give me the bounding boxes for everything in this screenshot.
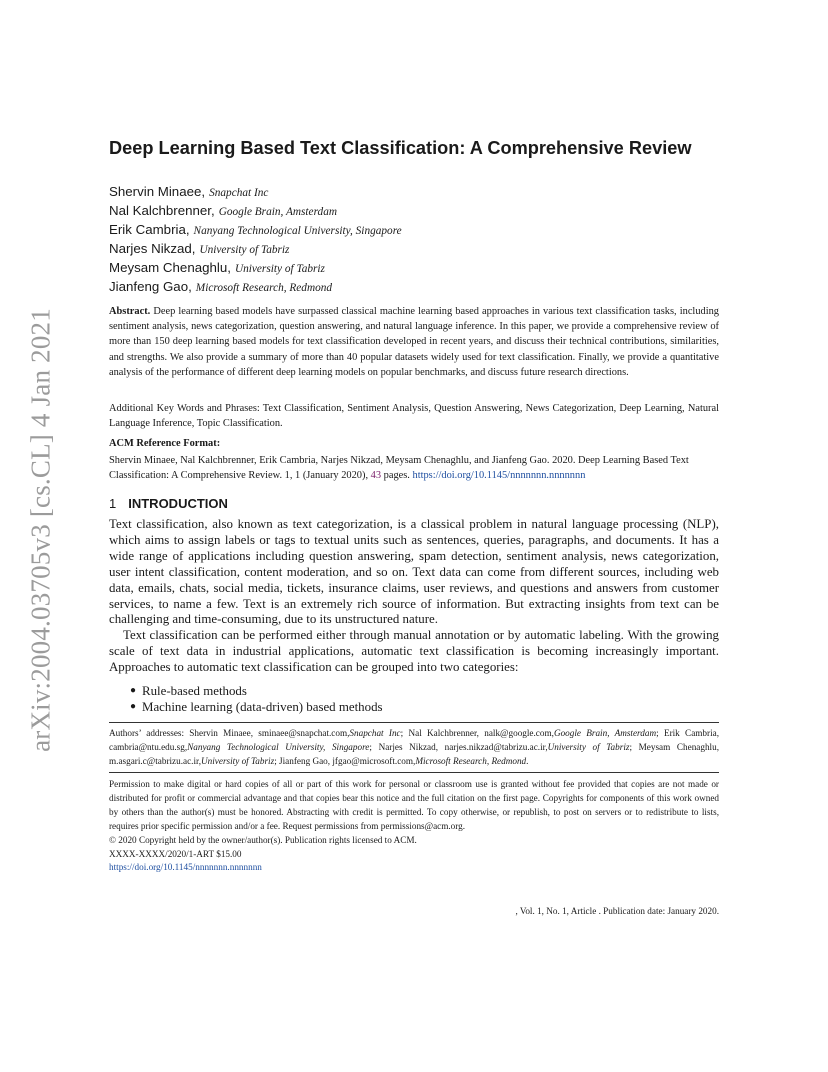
author-affiliation: Snapchat Inc xyxy=(209,187,269,199)
author-line xyxy=(109,258,402,277)
list-item xyxy=(131,699,383,715)
page-count-link[interactable]: 43 xyxy=(370,470,382,482)
author-name: Narjes Nikzad, xyxy=(109,241,196,256)
author-line xyxy=(109,182,402,201)
copyright-line: © 2020 Copyright held by the owner/author(s). Publication rights licensed to ACM. xyxy=(109,834,417,845)
address-affiliation: Snapchat Inc xyxy=(349,728,401,738)
author-name: Jianfeng Gao, xyxy=(109,279,192,294)
author-name: Meysam Chenaghlu, xyxy=(109,260,231,275)
address-affiliation: Nanyang Technological University, Singapore xyxy=(187,742,370,752)
acm-reference xyxy=(109,453,719,483)
address-text: ; Jianfeng Gao, jfgao@microsoft.com, xyxy=(274,756,416,766)
introduction-body xyxy=(109,517,719,676)
page-footer: , Vol. 1, No. 1, Article . Publication date: January 2020. xyxy=(515,906,719,916)
author-line xyxy=(109,277,402,296)
acm-pages-suffix: pages. xyxy=(381,470,413,482)
author-line xyxy=(109,239,402,258)
address-text: . xyxy=(526,756,529,766)
permission-doi-link[interactable]: https://doi.org/10.1145/nnnnnnn.nnnnnnn xyxy=(109,862,262,873)
intro-paragraph-2: Text classification can be performed either through manual annotation or by automatic labeling. With the growing scale of text data in industrial applications, automatic text classification is becoming increasingly important. Approaches to automatic text classification can be grouped into two categories: xyxy=(109,628,719,675)
section-number: 1 xyxy=(109,496,117,511)
author-name: Nal Kalchbrenner, xyxy=(109,203,215,218)
author-affiliation: Nanyang Technological University, Singapore xyxy=(193,225,402,237)
address-text: Authors’ addresses: Shervin Minaee, sminaee@snapchat.com, xyxy=(109,728,350,738)
paper-title: Deep Learning Based Text Classification: A Comprehensive Review xyxy=(109,138,692,158)
intro-paragraph-1: Text classification, also known as text categorization, is a classical problem in natural language processing (NLP), which aims to assign labels or tags to textual units such as sentences, queries, paragraphs, and documents. It has a wide range of applications including question answering, spam detection, sentiment analysis, news categorization, user intent classification, content moderation, and so on. Text data can come from different sources, including web data, emails, chats, social media, tickets, insurance claims, user reviews, and questions and answers from customer services, to name a few. Text is an extremely rich source of information. But extracting insights from text can be challenging and time-consuming, due to its unstructured nature. xyxy=(109,517,719,627)
author-affiliation: Microsoft Research, Redmond xyxy=(195,282,333,294)
author-affiliation: Google Brain, Amsterdam xyxy=(218,206,338,218)
section-title: INTRODUCTION xyxy=(128,496,228,511)
author-line xyxy=(109,201,402,220)
abstract-label: Abstract. xyxy=(109,306,151,317)
address-text: ; Nal Kalchbrenner, nalk@google.com, xyxy=(400,728,554,738)
list-item-text: Rule-based methods xyxy=(142,684,247,698)
abstract xyxy=(109,304,719,380)
address-text: ; Erik Cambria, cambria@ntu.edu.sg, xyxy=(109,728,719,752)
acm-reference-heading: ACM Reference Format: xyxy=(109,438,221,449)
keywords: Additional Key Words and Phrases: Text Classification, Sentiment Analysis, Question Answering, News Categorization, Deep Learning, Natural Language Inference, Topic Classification. xyxy=(109,403,719,430)
address-text: ; Narjes Nikzad, narjes.nikzad@tabrizu.ac.ir, xyxy=(369,742,548,752)
permission-divider xyxy=(109,772,719,773)
arxiv-identifier: arXiv:2004.03705v3 [cs.CL] 4 Jan 2021 xyxy=(25,308,56,752)
author-addresses xyxy=(109,726,719,768)
address-affiliation: University of Tabriz xyxy=(547,742,630,752)
author-affiliation: University of Tabriz xyxy=(234,263,325,275)
author-name: Shervin Minaee, xyxy=(109,184,206,199)
permission-text: Permission to make digital or hard copies of all or part of this work for personal or classroom use is granted without fee provided that copies are not made or distributed for profit or commercial advantage and that copies bear this notice and the full citation on the first page. Copyrights for components of this work owned by others than the author(s) must be honored. Abstracting with credit is permitted. To copy otherwise, or republish, to post on servers or to redistribute to lists, requires prior specific permission and/or a fee. Request permissions from permissions@acm.org. xyxy=(109,779,719,831)
address-text: ; Meysam Chenaghlu, m.asgari.c@tabrizu.ac.ir, xyxy=(109,742,720,766)
bullet-icon: ● xyxy=(130,685,137,696)
method-category-list xyxy=(131,683,383,715)
list-item xyxy=(131,683,383,699)
author-name: Erik Cambria, xyxy=(109,222,190,237)
acm-reference-text: Shervin Minaee, Nal Kalchbrenner, Erik Cambria, Narjes Nikzad, Meysam Chenaghlu, and Jianfeng Gao. 2020. Deep Learning Based Text Classification: A Comprehensive Review. 1, 1 (January 2020), xyxy=(109,455,689,482)
author-list xyxy=(109,182,402,296)
author-line xyxy=(109,220,402,239)
footnote-divider xyxy=(109,722,719,723)
section-heading xyxy=(109,496,228,511)
address-affiliation: Google Brain, Amsterdam xyxy=(553,728,657,738)
bullet-icon: ● xyxy=(130,701,137,712)
abstract-text: Deep learning based models have surpassed classical machine learning based approaches in various text classification tasks, including sentiment analysis, news categorization, question answering, and natural language inference. In this paper, we provide a comprehensive review of more than 150 deep learning based models for text classification developed in recent years, and discuss their technical contributions, similarities, and strengths. We also provide a summary of more than 40 popular datasets widely used for text classification. Finally, we provide a quantitative analysis of the performance of different deep learning models on popular benchmarks, and discuss future research directions. xyxy=(109,306,719,378)
issn-line: XXXX-XXXX/2020/1-ART $15.00 xyxy=(109,848,242,859)
address-affiliation: University of Tabriz xyxy=(201,756,275,766)
list-item-text: Machine learning (data-driven) based methods xyxy=(142,700,383,714)
permission-notice xyxy=(109,778,719,875)
address-affiliation: Microsoft Research, Redmond xyxy=(415,756,527,766)
arxiv-sidebar xyxy=(24,300,58,760)
doi-link[interactable]: https://doi.org/10.1145/nnnnnnn.nnnnnnn xyxy=(412,470,586,482)
author-affiliation: University of Tabriz xyxy=(199,244,290,256)
